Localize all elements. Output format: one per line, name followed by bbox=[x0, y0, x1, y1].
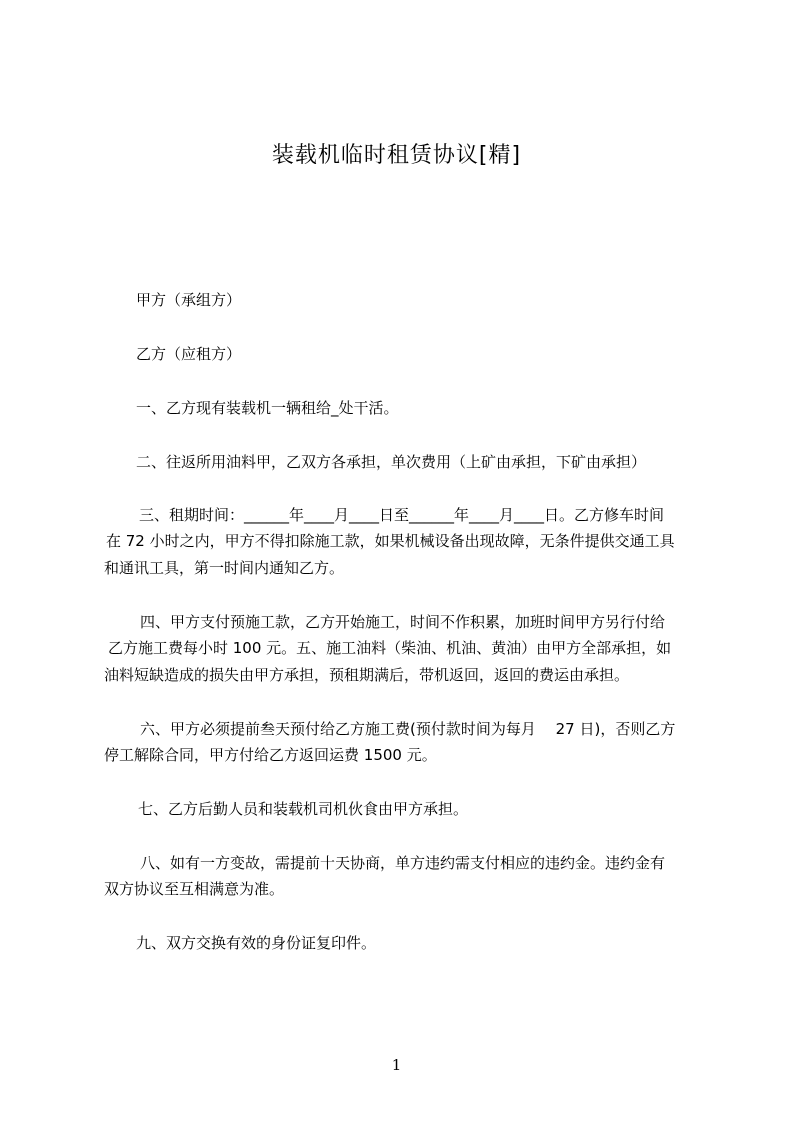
clause-6-line-1: 六、甲方必须提前叁天预付给乙方施工费(预付款时间为每月 27 日)，否则乙方 bbox=[140, 720, 676, 738]
clause-6-line-2: 停工解除合同，甲方付给乙方返回运费 1500 元。 bbox=[104, 746, 437, 764]
clause-7-line: 七、乙方后勤人员和装载机司机伙食由甲方承担。 bbox=[138, 800, 469, 818]
page-number: 1 bbox=[391, 1056, 402, 1074]
clause-3-line-2: 在 72 小时之内，甲方不得扣除施工款，如果机械设备出现故障，无条件提供交通工具 bbox=[106, 532, 675, 550]
clause-8-line-2: 双方协议至互相满意为准。 bbox=[104, 880, 285, 898]
party-a-line: 甲方（承组方） bbox=[136, 291, 242, 309]
clause-4-line-3: 油料短缺造成的损失由甲方承担，预租期满后，带机返回，返回的费运由承担。 bbox=[104, 666, 630, 684]
clause-8-line-1: 八、如有一方变故，需提前十天协商，单方违约需支付相应的违约金。违约金有 bbox=[140, 854, 666, 872]
clause-9-line: 九、双方交换有效的身份证复印件。 bbox=[136, 934, 377, 952]
party-b-line: 乙方（应租方） bbox=[136, 345, 242, 363]
clause-3-line-1: 三、租期时间：______年____月____日至______年____月____日。乙方修车时间 bbox=[139, 506, 665, 524]
clause-2-line: 二、往返所用油料甲，乙双方各承担，单次费用（上矿由承担，下矿由承担） bbox=[136, 453, 647, 471]
clause-3-line-3: 和通讯工具，第一时间内通知乙方。 bbox=[104, 559, 345, 577]
document-title: 装载机临时租赁协议[精] bbox=[271, 143, 522, 168]
clause-4-line-2: 乙方施工费每小时 100 元。五、施工油料（柴油、机油、黄油）由甲方全部承担，如 bbox=[108, 639, 672, 657]
clause-1-line: 一、乙方现有装载机一辆租给_处干活。 bbox=[136, 399, 399, 417]
clause-4-line-1: 四、甲方支付预施工款，乙方开始施工，时间不作积累，加班时间甲方另行付给 bbox=[140, 613, 666, 631]
